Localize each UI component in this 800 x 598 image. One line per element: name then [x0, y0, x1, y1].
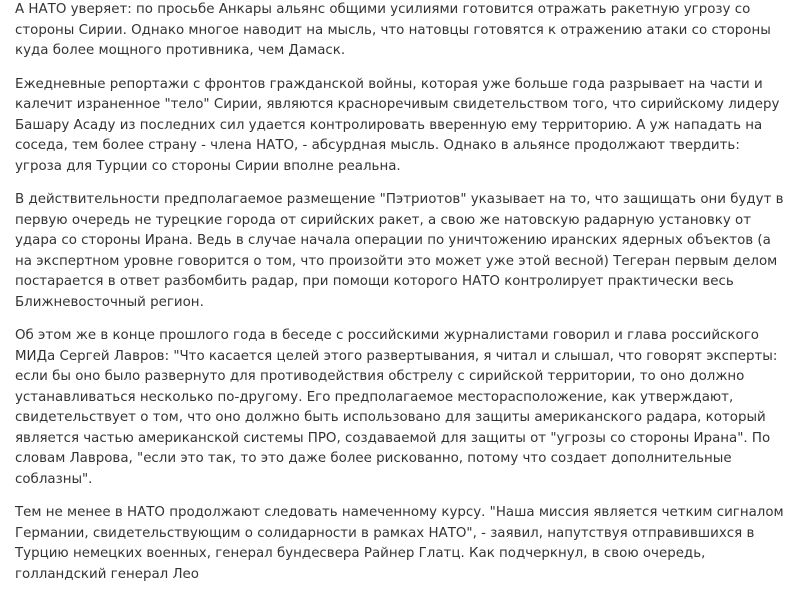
article-paragraph-5: Тем не менее в НАТО продолжают следовать намеченному курсу. "Наша миссия является четким сигналом Германии, свидетельствующим о солидарности в рамках НАТО", - заявил, напутствуя отправившихся в Турцию немецких военных, генерал бундесвера Райнер Глатц. Как подчеркнул, в свою очередь, голландский генерал Лео [15, 505, 784, 582]
article-paragraph-3: В действительности предполагаемое размещение "Пэтриотов" указывает на то, что защищать они будут в первую очередь не турецкие города от сирийских ракет, а свою же натовскую радарную установку от удара со стороны Ирана. Ведь в случае начала операции по уничтожению иранских ядерных объектов (а на экспертном уровне говорится о том, что произойти это может уже этой весной) Тегеран первым делом постарается в ответ разбомбить радар, при помощи которого НАТО контролирует практически весь Ближневосточный регион. [15, 192, 784, 310]
article-paragraph-4: Об этом же в конце прошлого года в беседе с российскими журналистами говорил и глава российского МИДа Сергей Лавров: "Что касается целей этого развертывания, я читал и слышал, что говорят эксперты: если бы оно было развернуто для противодействия обстрелу с сирийской территории, то оно должно устанавливаться несколько по-другому. Его предполагаемое месторасположение, как утверждают, свидетельствует о том, что оно должно быть использовано для защиты американского радара, который является частью американской системы ПРО, создаваемой для защиты от "угрозы со стороны Ирана". По словам Лаврова, "если это так, то это даже более рискованно, потому что создает дополнительные соблазны". [15, 328, 778, 487]
article-paragraph-2: Ежедневные репортажи с фронтов гражданской войны, которая уже больше года разрывает на части и калечит израненное "тело" Сирии, являются красноречивым свидетельством того, что сирийскому лидеру Башару Асаду из последних сил удается контролировать вверенную ему территорию. А уж нападать на соседа, тем более страну - члена НАТО, - абсурдная мысль. Однако в альянсе продолжают твердить: угроза для Турции со стороны Сирии вполне реальна. [15, 76, 780, 174]
article-paragraph-1: А НАТО уверяет: по просьбе Анкары альянс общими усилиями готовится отражать ракетную угрозу со стороны Сирии. Однако многое наводит на мысль, что натовцы готовятся к отражению атаки со стороны куда более мощного противника, чем Дамаск. [15, 2, 771, 58]
article-body [15, 0, 785, 598]
